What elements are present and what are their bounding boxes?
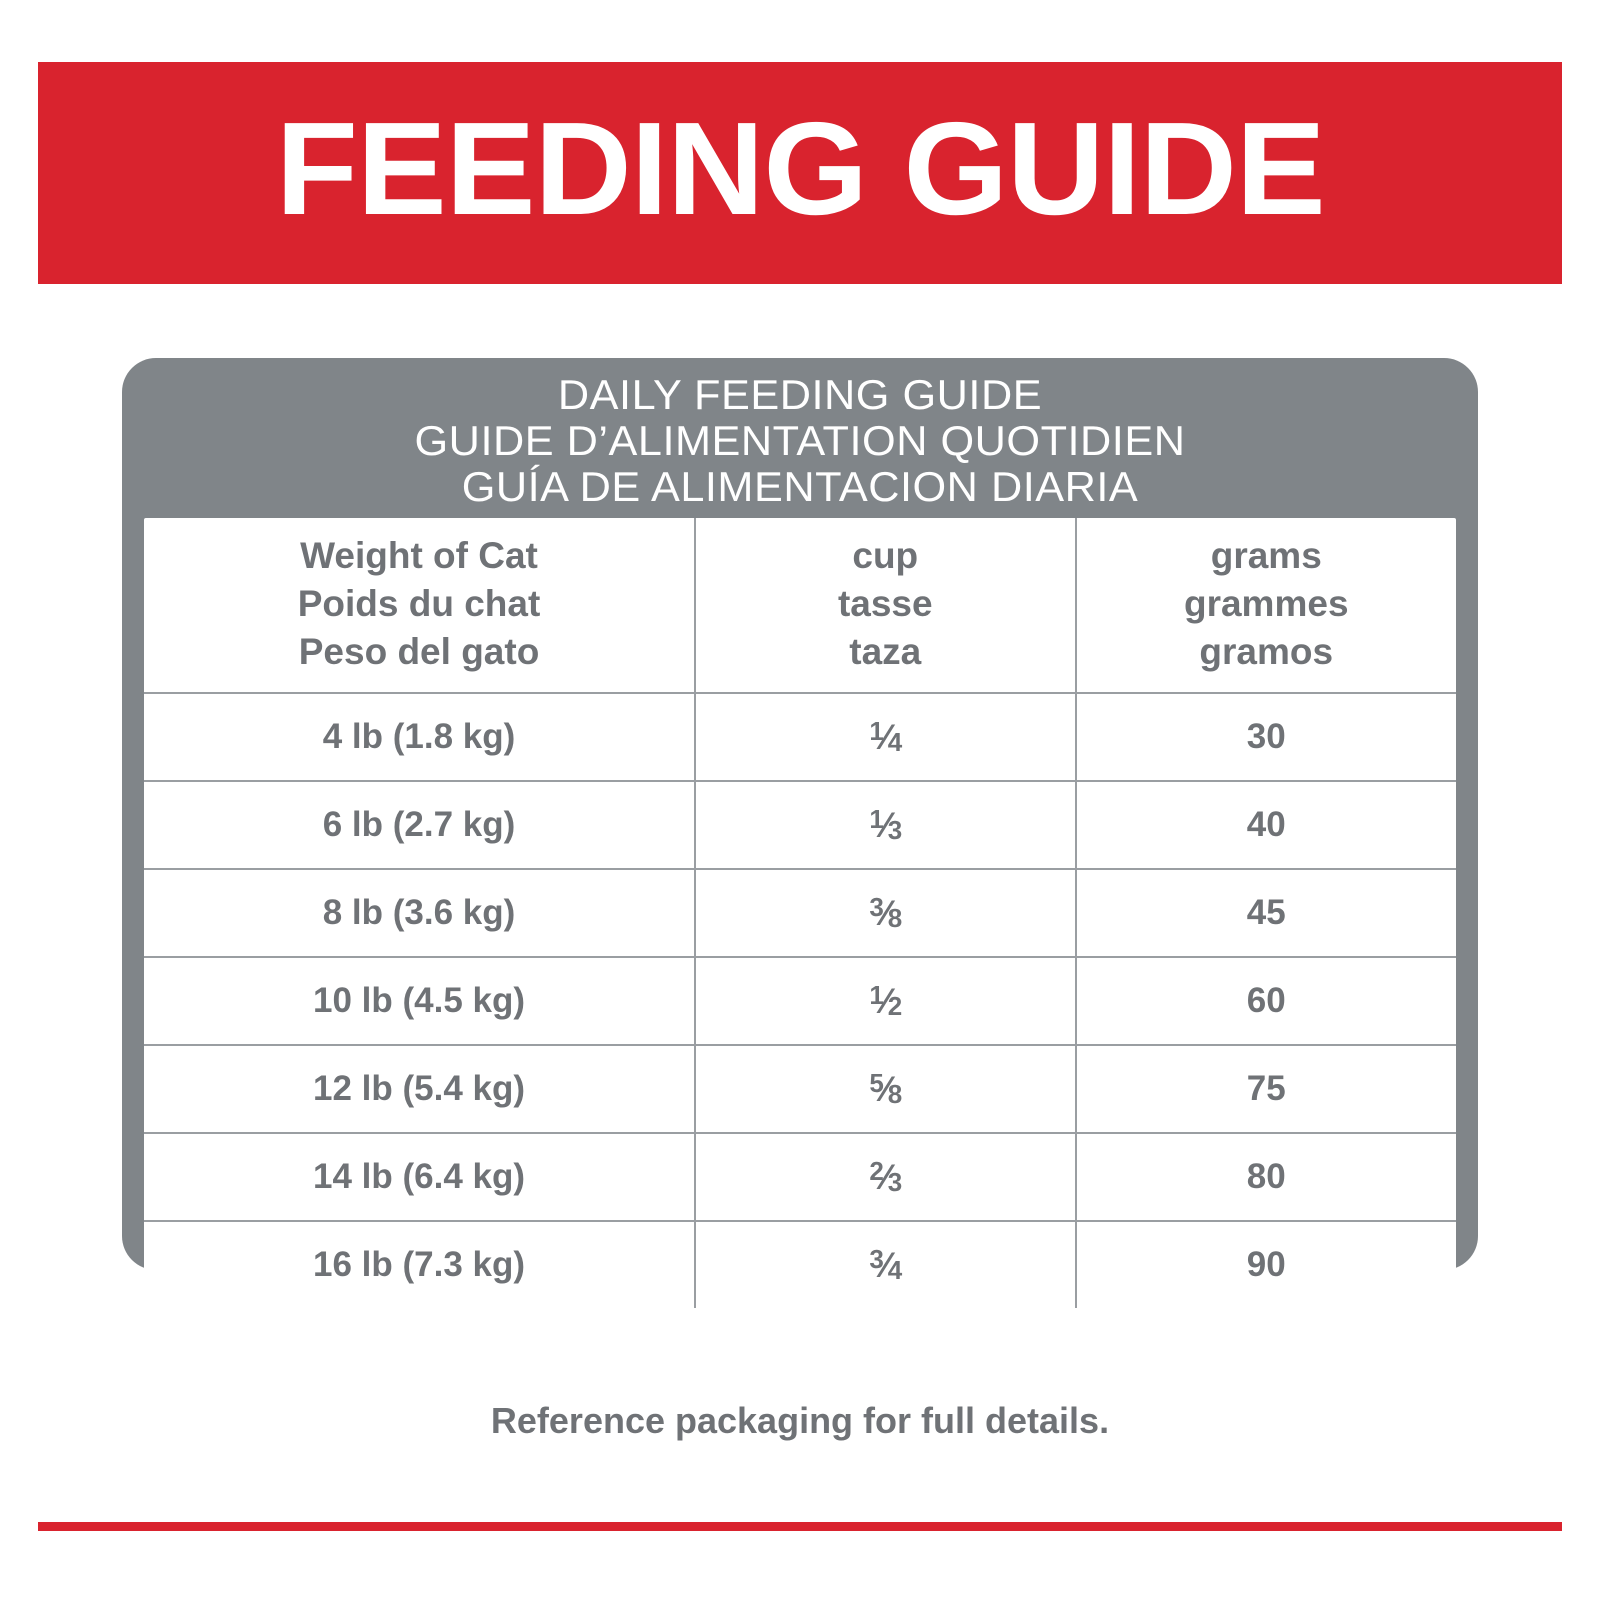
cell-cup (695, 1221, 1075, 1308)
card-heading-line-es: GUÍA DE ALIMENTACION DIARIA (461, 463, 1139, 511)
cell-cup (695, 869, 1075, 957)
fraction: $^3$⁄4 (869, 1244, 902, 1286)
cell-grams: 30 (1076, 693, 1457, 781)
cell-weight: 16 lb (7.3 kg) (144, 1221, 695, 1308)
cell-grams: 75 (1076, 1045, 1457, 1133)
column-header-weight-fr: Poids du chat (297, 583, 541, 625)
column-header-weight-en: Weight of Cat (300, 535, 538, 576)
cell-weight: 10 lb (4.5 kg) (144, 957, 695, 1045)
column-header-cup-en: cup (852, 535, 919, 576)
column-header-cup (695, 518, 1075, 693)
cell-weight: 14 lb (6.4 kg) (144, 1133, 695, 1221)
bottom-rule (38, 1522, 1562, 1531)
column-header-weight (144, 518, 695, 693)
feeding-table (144, 518, 1456, 1308)
fraction-slash: ⁄ (882, 894, 888, 934)
cell-cup (695, 781, 1075, 869)
column-header-grams-es: gramos (1199, 631, 1334, 673)
cell-grams: 90 (1076, 1221, 1457, 1308)
table-row (144, 693, 1456, 781)
column-header-grams-en: grams (1210, 535, 1322, 576)
cell-cup (695, 1133, 1075, 1221)
column-header-grams (1076, 518, 1457, 693)
cell-weight: 8 lb (3.6 kg) (144, 869, 695, 957)
fraction: $^1$⁄3 (869, 804, 902, 846)
table-row (144, 781, 1456, 869)
table-row (144, 1221, 1456, 1308)
card-heading-line-fr: GUIDE D’ALIMENTATION QUOTIDIEN (414, 417, 1186, 465)
column-header-grams-fr: grammes (1183, 583, 1349, 625)
fraction: $^1$⁄2 (869, 980, 902, 1022)
column-header-cup-fr: tasse (837, 583, 933, 625)
cell-weight: 4 lb (1.8 kg) (144, 693, 695, 781)
column-header-weight-es: Peso del gato (298, 631, 540, 673)
table-row (144, 957, 1456, 1045)
cell-grams: 45 (1076, 869, 1457, 957)
cell-cup (695, 1045, 1075, 1133)
fraction-slash: ⁄ (882, 806, 888, 846)
cell-cup (695, 693, 1075, 781)
cell-weight: 12 lb (5.4 kg) (144, 1045, 695, 1133)
cell-grams: 60 (1076, 957, 1457, 1045)
card-heading (122, 358, 1478, 511)
fraction: $^1$⁄4 (869, 716, 902, 758)
cell-grams: 40 (1076, 781, 1457, 869)
fraction-slash: ⁄ (882, 1158, 888, 1198)
fraction: $^3$⁄8 (869, 892, 902, 934)
fraction-slash: ⁄ (882, 982, 888, 1022)
cell-cup (695, 957, 1075, 1045)
table-row (144, 869, 1456, 957)
fraction: $^5$⁄8 (869, 1068, 902, 1110)
fraction: $^2$⁄3 (869, 1156, 902, 1198)
footer-note: Reference packaging for full details. (490, 1400, 1110, 1441)
cell-grams: 80 (1076, 1133, 1457, 1221)
cell-weight: 6 lb (2.7 kg) (144, 781, 695, 869)
fraction-slash: ⁄ (882, 718, 888, 758)
daily-feeding-guide-card (122, 358, 1478, 1286)
card-heading-line-en: DAILY FEEDING GUIDE (557, 371, 1043, 418)
table-header-row (144, 518, 1456, 693)
table-row (144, 1133, 1456, 1221)
table-row (144, 1045, 1456, 1133)
column-header-cup-es: taza (849, 631, 922, 673)
fraction-slash: ⁄ (882, 1246, 888, 1286)
page-title: FEEDING GUIDE (275, 95, 1325, 242)
feeding-table-wrapper (144, 518, 1456, 1308)
fraction-slash: ⁄ (882, 1070, 888, 1110)
feeding-guide-banner (38, 62, 1562, 284)
